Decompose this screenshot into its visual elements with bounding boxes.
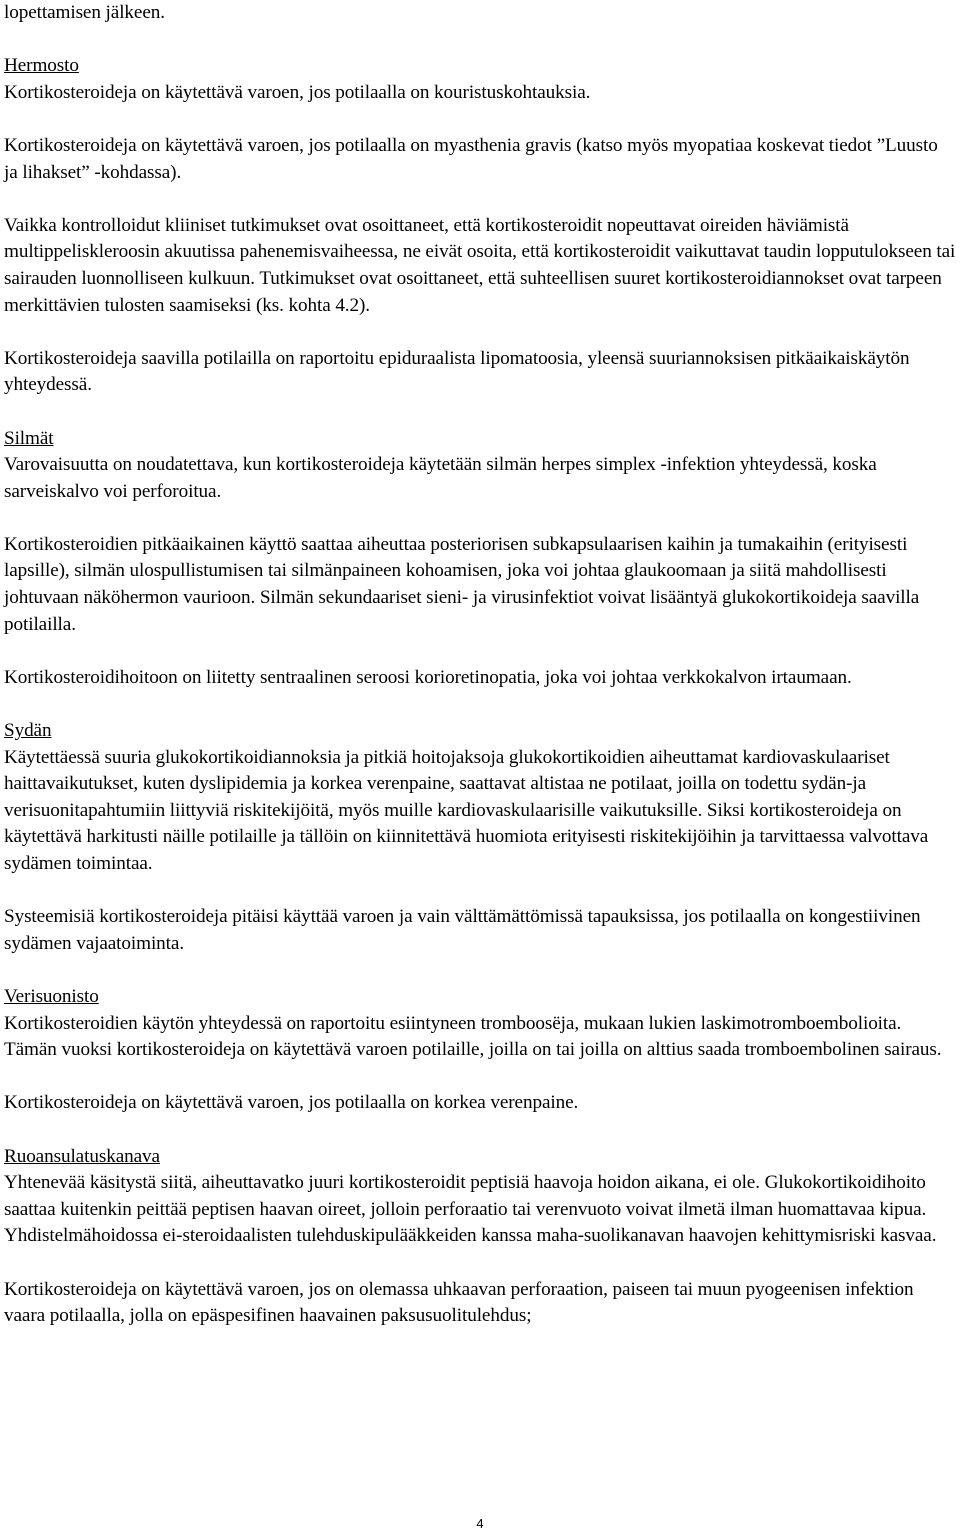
paragraph: Kortikosteroideja on käytettävä varoen, jos potilaalla on korkea verenpaine. <box>4 1092 579 1114</box>
page-number: 4 <box>476 1516 484 1531</box>
section-ruoansulatuskanava <box>4 1144 956 1250</box>
paragraph: Kortikosteroideja on käytettävä varoen, jos on olemassa uhkaavan perforaation, paiseen tai muun pyogeenisen infektion vaara potilaalla, jolla on epäspesifinen haavainen paksusuolitulehdus; <box>4 1278 914 1327</box>
section-heading-hermosto: Hermosto <box>4 55 79 77</box>
document-body <box>4 0 956 1330</box>
paragraph: Kortikosteroideja saavilla potilailla on raportoitu epiduraalista lipomatoosia, yleensä suuriannoksisen pitkäaikaiskäytön yhteydessä. <box>4 347 910 396</box>
section-heading-verisuonisto: Verisuonisto <box>4 985 99 1007</box>
section-sydan <box>4 718 956 878</box>
section-heading-silmat: Silmät <box>4 427 54 449</box>
paragraph: Kortikosteroidien käytön yhteydessä on raportoitu esiintyneen tromboosëja, mukaan lukien laskimotromboembolioita. Tämän vuoksi kortikosteroideja on käytettävä varoen potilaille, joilla on tai joilla on alttius saada tromboembolinen sairaus. <box>4 1012 942 1061</box>
paragraph: Vaikka kontrolloidut kliiniset tutkimukset ovat osoittaneet, että kortikosteroidit nopeuttavat oireiden häviämistä multippeliskleroosin akuutissa pahenemisvaiheessa, ne eivät osoita, että kortikosteroidit vaikuttavat taudin lopputulokseen tai sairauden luonnolliseen kulkuun. Tutkimukset ovat osoittaneet, että suhteellisen suuret kortikosteroidiannokset ovat tarpeen merkittävien tulosten saamiseksi (ks. kohta 4.2). <box>4 214 956 316</box>
section-hermosto <box>4 53 956 106</box>
section-verisuonisto <box>4 984 956 1064</box>
section-heading-sydan: Sydän <box>4 720 52 742</box>
paragraph: Varovaisuutta on noudatettava, kun kortikosteroideja käytetään silmän herpes simplex -infektion yhteydessä, koska sarveiskalvo voi perforoitua. <box>4 454 877 502</box>
paragraph: Yhtenevää käsitystä siitä, aiheuttavatko juuri kortikosteroidit peptisiä haavoja hoidon aikana, ei ole. Glukokortikoidihoito saattaa kuitenkin peittää peptisen haavan oireet, jolloin perforaatio tai verenvuoto voivat ilmetä ilman huomattavaa kipua. Yhdistelmähoidossa ei-steroidaalisten tulehduskipulääkkeiden kanssa maha-suolikanavan haavojen kehittymisriski kasvaa. <box>4 1172 937 1247</box>
paragraph: Kortikosteroideja on käytettävä varoen, jos potilaalla on myasthenia gravis (katso myös myopatiaa koskevat tiedot ”Luusto ja lihakset” -kohdassa). <box>4 134 938 183</box>
paragraph: Kortikosteroidien pitkäaikainen käyttö saattaa aiheuttaa posteriorisen subkapsulaarisen kaihin ja tumakaihin (erityisesti lapsille), silmän ulospullistumisen tai silmänpaineen kohoamisen, joka voi johtaa glaukoomaan ja siitä mahdollisesti johtuvaan näköhermon vaurioon. Silmän sekundaariset sieni- ja virusinfektiot voivat lisääntyä glukokortikoideja saavilla potilailla. <box>4 533 920 635</box>
continuation-text: lopettamisen jälkeen. <box>4 2 165 23</box>
paragraph: Systeemisiä kortikosteroideja pitäisi käyttää varoen ja vain välttämättömissä tapauksissa, jos potilaalla on kongestiivinen sydämen vajaatoiminta. <box>4 906 921 954</box>
section-heading-ruoansulatuskanava: Ruoansulatuskanava <box>4 1145 160 1167</box>
paragraph: Käytettäessä suuria glukokortikoidiannoksia ja pitkiä hoitojaksoja glukokortikoidien aiheuttamat kardiovaskulaariset haittavaikutukset, kuten dyslipidemia ja korkea verenpaine, saattavat altistaa ne potilaat, joilla on todettu sydän-ja verisuonitapahtumiin liittyviä riskitekijöitä, myös muille kardiovaskulaarisille vaikutuksille. Siksi kortikosteroideja on käytettävä harkitusti näille potilaille ja tällöin on kiinnitettävä huomiota erityisesti riskitekijöihin ja tarvittaessa valvottava sydämen toimintaa. <box>4 746 929 874</box>
paragraph: Kortikosteroidihoitoon on liitetty sentraalinen seroosi korioretinopatia, joka voi johtaa verkkokalvon irtaumaan. <box>4 666 852 688</box>
section-silmat <box>4 426 956 506</box>
paragraph: Kortikosteroideja on käytettävä varoen, jos potilaalla on kouristuskohtauksia. <box>4 81 591 103</box>
